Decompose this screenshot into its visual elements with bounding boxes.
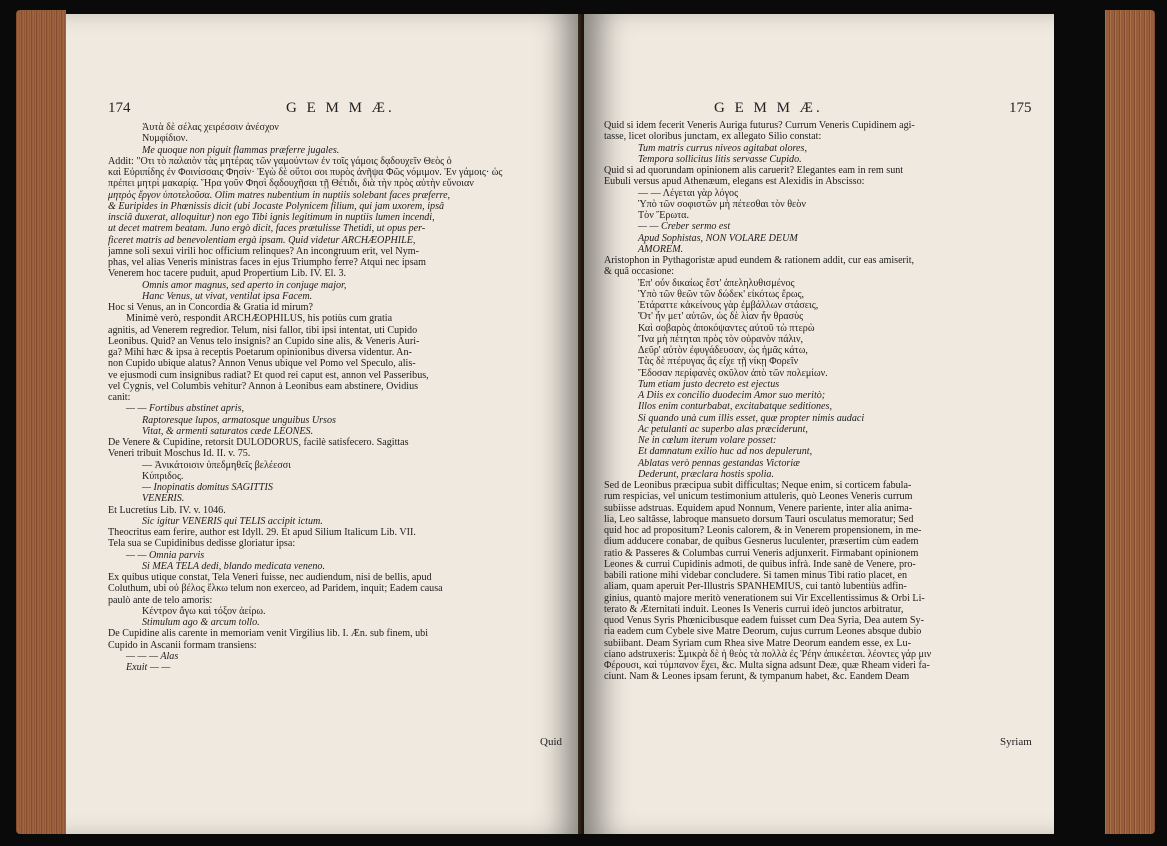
text-line: Et Lucretius Lib. IV. v. 1046.	[108, 504, 226, 516]
text-line: Cupido in Ascanii formam transiens:	[108, 639, 257, 651]
text-line: canit:	[108, 392, 131, 403]
text-line: AMOREM.	[638, 243, 684, 255]
text-line: Τὰς δὲ πτέρυγας ἃς εἶχε τῇ νίκῃ Φορεῖν	[638, 356, 799, 368]
text-line: ficeret matris ad benevolentiam ergà ipsam. Quid videtur ARCHÆOPHILE,	[108, 234, 416, 246]
text-line: Apud Sophistas, NON VOLARE DEUM	[638, 232, 798, 244]
text-line: Κέντρον ἄγω καὶ τόξον ἀείρω.	[142, 605, 266, 617]
text-line: Et damnatum exilio huc ad nos depulerunt,	[638, 446, 813, 458]
text-line: dium adducere conabar, de quibus Gesnerus luculenter, præsertim cùm eadem	[604, 536, 919, 548]
text-line: rum respicias, vel unicum testimonium attuleris, quò Leones Veneris currum	[604, 491, 913, 503]
left-page-text	[108, 122, 568, 673]
text-line: & Euripides in Phœnissis dicit (ubi Jocaste Polynicem filium, qui jam uxorem, ipsâ	[108, 200, 445, 212]
text-line: Sic igitur VENERIS qui TELIS accipit ictum.	[142, 515, 323, 527]
text-line: — Inopinatis domitus SAGITTIS	[142, 482, 273, 493]
text-line: jamne soli sexui virili hoc officium relinques? An incongruum erit, vel Nym-	[108, 245, 419, 257]
text-line: ria eadem cum Cybele sive Matre Deorum, cujus currum Leones absque dubio	[604, 626, 922, 638]
text-line: Ex quibus utique constat, Tela Veneri fuisse, nec audiendum, nisi de bellis, apud	[108, 572, 432, 583]
text-line: ga? Mihi hæc & ipsa à receptis Poetarum opinionibus diversa videntur. An-	[108, 347, 412, 358]
text-line: tasse, licet oloribus junctam, ex allegato Silio constat:	[604, 131, 822, 143]
text-line: Hoc si Venus, an in Concordia & Gratia id mirum?	[108, 302, 314, 313]
text-line: ratio & Passeres & Columbas currui Veneris adjunxerit. Firmabant opinionem	[604, 547, 919, 559]
catchword: Syriam	[1000, 736, 1032, 748]
text-line: Quid si idem fecerit Veneris Auriga futurus? Currum Veneris Cupidinem agi-	[604, 120, 915, 131]
text-line: Quid si ad quorundam opinionem alis caruerit? Elegantes eam in rem sunt	[604, 165, 904, 176]
text-line: — — Λέγεται γὰρ λόγος	[638, 187, 739, 199]
text-line: aliam, quam aperuit Per-Illustris SPANHEMIUS, cui tantò lubentiùs adfin-	[604, 581, 907, 593]
text-line: Tum matris currus niveos agitabat olores,	[638, 142, 807, 154]
text-line: De Cupidine alis carente in memoriam venit Virgilius lib. I. Æn. sub finem, ubi	[108, 628, 429, 640]
right-page	[584, 14, 1054, 834]
text-line: Tela sua se Cupidinibus dedisse gloriatur ipsa:	[108, 538, 296, 550]
running-head: G E M M Æ.	[714, 100, 823, 116]
text-line: lia, Leo saltâsse, labroque mansueto dorsum Tauri osculatus memoratur; Sed	[604, 513, 914, 525]
text-line: Ὅτ' ἦν μετ' αὐτῶν, ὡς δὲ λίαν ἦν θρασὺς	[638, 311, 804, 323]
text-line: Leones & currui Cupidinis admoti, de quibus infrà. Inde sanè de Venere, pro-	[604, 558, 916, 570]
text-line: Tempora sollicitus litis servasse Cupido.	[638, 153, 802, 165]
text-line: Ἐτάραττε κἀκείνους γὰρ ἐμβάλλων στάσεις,	[638, 300, 819, 311]
text-line: VENERIS.	[142, 493, 185, 505]
catchword: Quid	[540, 736, 562, 748]
text-line: Ὑπὸ τῶν σοφιστῶν μὴ πέτεσθαι τὸν θεὸν	[638, 198, 806, 210]
text-line: Omnis amor magnus, sed aperto in conjuge major,	[142, 279, 347, 291]
text-line: Ἔδοσαν περίφανὲς σκῦλον ἀπὸ τῶν πολεμίων.	[638, 367, 828, 379]
text-line: babili ratione mihi videbar concludere. Si tamen minus Tibi ratio placet, en	[604, 570, 908, 581]
text-line: Veneri tribuit Moschus Id. II. v. 75.	[108, 448, 251, 460]
right-fore-edge	[1105, 10, 1155, 834]
text-line: — — Fortibus abstinet apris,	[126, 403, 245, 415]
text-line: ginius, quantò majore meritò venerationem sui Vir Excellentissimus & Orbi Li-	[604, 592, 925, 604]
text-line: quod Venus Syris Phœnicibusque eadem fuisset cum Dea Syria, Dea autem Sy-	[604, 615, 924, 626]
text-line: paulò ante de telo amoris:	[108, 594, 213, 606]
left-fore-edge	[16, 10, 66, 834]
text-line: — Ἀνικάτοισιν ὑπεδμηθεῖς βελέεσσι	[142, 459, 291, 471]
text-line: insciâ duxerat, alloquitur) non ego Tibi ignis legitimum in nuptiis lumen incendi,	[108, 212, 435, 223]
text-line: quid hoc ad propositum? Leonis calorem, & in Venerem propensionem, in me-	[604, 525, 922, 536]
text-line: Raptoresque lupos, armatosque unguibus Ursos	[142, 414, 336, 426]
text-line: agnitis, ad Venerem regredior. Telum, nisi fallor, tibi ipsi intentat, uti Cupido	[108, 324, 418, 336]
text-line: πρέπει μητρὶ μακαρίᾳ. Ἥρα γοῦν Φησὶ δᾳδουχῆσαι τῇ Θέτιδι, διὰ τὴν πρὸς αὐτὴν εὔνοιαν	[108, 178, 474, 190]
text-line: terato & Æternitati induit. Leones Is Veneris currui ideò junctos arbitratur,	[604, 603, 904, 615]
text-line: Καὶ σοβαρὸς ἀποκόψαντες αὐτοῦ τὼ πτερὼ	[638, 322, 815, 334]
text-line: Ne in cœlum iterum volare posset:	[638, 435, 777, 446]
text-line: μητρὸς ἔργον ὑποτελοῦσα. Olim matres nubentium in nuptiis solebant faces præferre,	[108, 189, 451, 201]
text-line: — — — Alas	[126, 650, 179, 662]
text-line: Νυμφίδιον.	[142, 133, 188, 145]
text-line: Κύπριδος.	[142, 470, 184, 482]
text-line: Eubuli versus apud Athenæum, elegans est Alexidis in Abscisso:	[604, 176, 865, 188]
text-line: ut decet matrem beatam. Juno ergò dicit, faces prætulisse Thetidi, ut opus per-	[108, 223, 426, 235]
text-line: Exuit — —	[126, 662, 171, 673]
text-line: — — Omnia parvis	[126, 549, 205, 561]
right-page-header	[604, 100, 1044, 120]
text-line: Leonibus. Quid? an Venus telo insignis? an Cupido sine alis, & Veneris Auri-	[108, 335, 420, 347]
text-line: ciano adstruxeris: Σμικρὰ δὲ ἡ θεὸς τὰ πολλὰ ἐς Ῥέην ἀπικέεται. λέοντες γάρ μιν	[604, 648, 932, 660]
text-line: Coluthum, ubi οὐ βέλος ἔλκω telum non exerceo, ad Paridem, inquit; Eadem causa	[108, 583, 443, 595]
text-line: Aristophon in Pythagoristæ apud eundem & rationem addit, cur eas amiserit,	[604, 255, 915, 266]
text-line: Si quando unà cum illis esset, quæ propter nimis audaci	[638, 412, 865, 424]
text-line: Τὸν Ἔρωτα.	[638, 210, 689, 221]
text-line: Φέρουσι, καὶ τύμπανον ἔχει, &c. Multa signa adsunt Deæ, quæ Rheam videri fa-	[604, 660, 930, 671]
left-page	[66, 14, 582, 834]
text-line: Venerem hoc tacere puduit, apud Propertium Lib. IV. El. 3.	[108, 268, 347, 280]
text-line: Ablatas verò pennas gestandas Victoriæ	[638, 457, 800, 469]
text-line: Si MEA TELA dedi, blando medicata veneno.	[142, 560, 325, 572]
text-line: Ἐπ' οὖν δικαίως ἔστ' ἀπεληλυθισμένος	[638, 277, 795, 289]
text-line: Addit: "Οτι τὸ παλαιὸν τὰς μητέρας τῶν γαμούντων ἐν τοῖς γάμοις δᾳδουχεῖν Θεὸς ὁ	[108, 155, 452, 167]
text-line: Δεῦρ' αὐτὸν ἐφυγάδευσαν, ὡς ἡμᾶς κάτω,	[638, 345, 808, 356]
text-line: & quâ occasione:	[604, 266, 675, 278]
left-page-header	[108, 100, 568, 120]
text-line: καὶ Εὐριπίδης ἐν Φοινίσσαις Φησίν· Ἐγὼ δὲ οὔτοι σοι πυρὸς ἀνῆψα Φῶς νόμιμον. Ἐν γάμοις· ὡς	[108, 167, 503, 178]
text-line: Me quoque non piguit flammas præferre jugales.	[142, 144, 340, 156]
text-line: De Venere & Cupidine, retorsit DULODORUS, facilè satisfecero. Sagittas	[108, 437, 409, 448]
text-line: subiisse adstruas. Equidem apud Nonnum, Venere pariente, inter alia anima-	[604, 502, 913, 514]
text-line: subiibant. Deam Syriam cum Rhea sive Matre Deorum eandem esse, ex Lu-	[604, 637, 911, 649]
running-head: G E M M Æ.	[286, 100, 395, 116]
text-line: A Diis ex concilio duodecim Amor suo meritò;	[638, 390, 826, 401]
right-page-text	[604, 120, 1044, 683]
text-line: Ἀυτὰ δὲ σέλας χειρέσσιν ἀνέσχον	[142, 122, 279, 133]
text-line: phas, vel alias Veneris ministras faces in ejus Triumpho ferre? Atqui nec ipsam	[108, 257, 426, 268]
text-line: ciunt. Nam & Leones ipsam ferunt, & tympanum habet, &c. Eandem Deam	[604, 671, 910, 683]
text-line: Minimè verò, respondit ARCHÆOPHILUS, his potiùs cum gratia	[126, 313, 393, 325]
text-line: — — Creber sermo est	[638, 221, 731, 233]
text-line: ve ejusmodi cum insignibus radiat? Et quod rei caput est, annon vel Passeribus,	[108, 369, 429, 381]
text-line: Illos enim conturbabat, excitabatque seditiones,	[638, 401, 832, 413]
text-line: non Cupido ubique alatus? Annon Venus ubique vel Pomo vel Speculo, alis-	[108, 358, 416, 370]
text-line: Vitat, & armenti saturatos cæde LEONES.	[142, 425, 314, 437]
page-number: 175	[1009, 100, 1032, 116]
text-line: Theocritus eam ferire, author est Idyll. 29. Et apud Silium Italicum Lib. VII.	[108, 527, 416, 538]
text-line: Hanc Venus, ut vivat, ventilat ipsa Facem.	[142, 290, 313, 302]
text-line: Ὑπὸ τῶν θεῶν τῶν δώδεκ' εἰκότως ἔρως,	[638, 288, 805, 300]
text-line: Sed de Leonibus præcipua subit difficultas; Neque enim, si corticem fabula-	[604, 480, 912, 491]
text-line: Ἵνα μὴ πέτηται πρὸς τὸν οὐρανὸν πάλιν,	[638, 333, 804, 345]
text-line: Ac petulanti ac superbo alas præciderunt,	[638, 423, 808, 435]
text-line: vel Cygnis, vel Columbis vehitur? Annon à Leonibus eam abstinere, Ovidius	[108, 380, 419, 392]
text-line: Dederunt, præclara hostis spolia.	[638, 468, 774, 480]
text-line: Stimulum ago & arcum tollo.	[142, 617, 260, 628]
text-line: Tum etiam justo decreto est ejectus	[638, 378, 780, 390]
page-number: 174	[108, 100, 131, 116]
